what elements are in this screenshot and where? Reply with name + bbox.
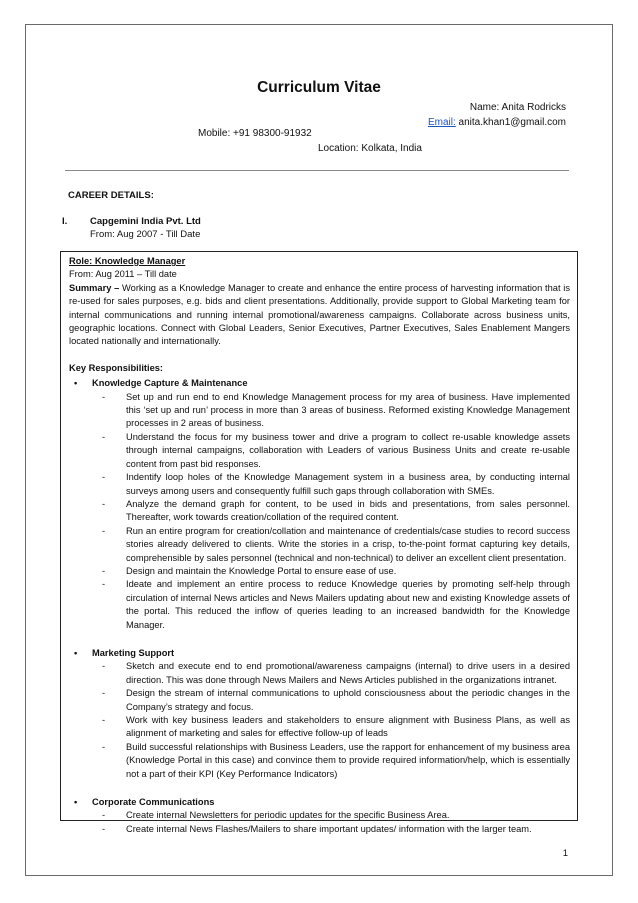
dash-icon: - <box>102 579 106 590</box>
dash-icon: - <box>102 810 106 821</box>
email-link[interactable]: Email: <box>427 117 456 128</box>
dash-icon: - <box>102 431 106 442</box>
responsibility-item <box>69 660 570 687</box>
responsibility-text: Indentify loop holes of the Knowledge Management system in a business area, by conducting internal surveys among users and consequently fulfill such gaps through collaboration with SMEs. <box>126 472 570 496</box>
email-value: anita.khan1@gmail.com <box>455 117 566 128</box>
responsibility-item <box>69 809 570 822</box>
summary-text: Working as a Knowledge Manager to create and enhance the entire process of harvesting information that is re-used for sales purposes, e.g. bids and client presentations. Additionally, provide support to Global Marketing team for internal communications and running internal promotional/awareness campaigns. Collaborate across business units, geographic locations. Connect with Global Leaders, Senior Executives, Partner Executives, Sales Enablement Mangers located nationally and internationally. <box>69 282 570 347</box>
summary-label: Summary – <box>69 282 120 293</box>
responsibility-item <box>69 565 570 578</box>
section-title-text: Marketing Support <box>92 647 175 658</box>
responsibility-item <box>69 471 570 498</box>
role-content <box>69 255 570 836</box>
responsibility-item <box>69 391 570 431</box>
career-heading: CAREER DETAILS: <box>68 190 154 201</box>
responsibility-item <box>69 741 570 781</box>
responsibility-item <box>69 578 570 632</box>
responsibility-item <box>69 687 570 714</box>
mobile-line: Mobile: +91 98300-91932 <box>198 128 312 139</box>
dash-icon: - <box>102 525 106 536</box>
responsibility-text: Design the stream of internal communications to uphold consciousness about the periodic changes in the Company’s strategy and focus. <box>126 688 570 712</box>
key-responsibilities-heading: Key Responsibilities: <box>69 362 164 373</box>
responsibility-item <box>69 823 570 836</box>
section-title-text: Corporate Communications <box>92 797 215 808</box>
page-title: Curriculum Vitae <box>257 79 381 96</box>
section-spacer <box>69 781 570 794</box>
responsibility-item <box>69 431 570 471</box>
company-dates: From: Aug 2007 - Till Date <box>90 229 201 240</box>
location-line: Location: Kolkata, India <box>318 143 422 154</box>
responsibility-text: Design and maintain the Knowledge Portal to ensure ease of use. <box>126 565 397 576</box>
responsibility-text: Understand the focus for my business tower and drive a program to collect re-usable knowledge assets through internal campaigns, collaboration with Leaders of various Business Units and create re-usable content from past bid responses. <box>126 431 570 469</box>
responsibility-section-title <box>69 377 570 390</box>
responsibility-text: Create internal Newsletters for periodic updates for the specific Business Area. <box>126 810 450 821</box>
company-numeral: I. <box>62 216 68 227</box>
section-spacer <box>69 632 570 645</box>
responsibility-item <box>69 498 570 525</box>
responsibility-item <box>69 714 570 741</box>
responsibility-text: Ideate and implement an entire process to reduce Knowledge queries by promoting self-help through circulation of internal News articles and News Mailers updating about new and existing Knowledge assets of the portal. This reduced the inflow of queries leading to an increased bandwidth for the Knowledge Manager. <box>126 579 570 630</box>
responsibility-text: Run an entire program for creation/collation and maintenance of credentials/case studies to record success stories already delivered to clients. Write the stories in a crisp, to-the-point format capturing key details, comprehensible by sales personnel (technical and non-technical) to deliver an excellent client presentation. <box>126 525 570 563</box>
responsibility-section-title <box>69 647 570 660</box>
dash-icon: - <box>102 741 106 752</box>
name-line: Name: Anita Rodricks <box>469 102 566 113</box>
role-box <box>60 251 578 834</box>
dash-icon: - <box>102 823 106 834</box>
bullet-icon: • <box>74 647 78 658</box>
header-divider <box>65 170 569 171</box>
responsibility-text: Work with key business leaders and stakeholders to ensure alignment with Business Plans, as well as alignment of marketing and sales for effective follow-up of leads <box>126 715 570 739</box>
dash-icon: - <box>102 565 106 576</box>
dash-icon: - <box>102 688 106 699</box>
responsibility-text: Sketch and execute end to end promotional/awareness campaigns (internal) to drive users in a desired direction. This was done through News Mailers and News Articles published in the organizations intranet. <box>126 661 570 685</box>
page-number: 1 <box>562 848 568 859</box>
section-title-text: Knowledge Capture & Maintenance <box>92 378 248 389</box>
responsibility-text: Create internal News Flashes/Mailers to share important updates/ information with the larger team. <box>126 823 532 834</box>
role-dates: From: Aug 2011 – Till date <box>69 269 177 280</box>
company-name: Capgemini India Pvt. Ltd <box>90 216 201 227</box>
responsibility-section-title <box>69 796 570 809</box>
dash-icon: - <box>102 391 106 402</box>
dash-icon: - <box>102 715 106 725</box>
dash-icon: - <box>102 472 106 483</box>
bullet-icon: • <box>74 797 78 808</box>
responsibility-text: Analyze the demand graph for content, to be used in bids and presentations, from sales personnel. Thereafter, work towards creation/collation of the required content. <box>126 498 570 523</box>
role-summary <box>69 282 570 349</box>
email-line <box>428 117 566 128</box>
responsibility-text: Build successful relationships with Business Leaders, use the rapport for enhancement of my business area (Knowledge Portal in this case) and convince them to provide required information/help, which is essentially not a part of their KPI (Key Performance Indicators) <box>126 741 570 779</box>
responsibility-text: Set up and run end to end Knowledge Management process for my area of business. Have implemented this ‘set up and run’ process in more than 3 areas of business. Reformed existing Knowledge Management processes in 2 areas of business. <box>126 391 570 429</box>
responsibility-sections <box>69 377 570 836</box>
role-title: Role: Knowledge Manager <box>69 256 186 266</box>
bullet-icon: • <box>74 378 78 389</box>
dash-icon: - <box>102 498 106 509</box>
responsibility-item <box>69 525 570 565</box>
dash-icon: - <box>102 661 106 672</box>
